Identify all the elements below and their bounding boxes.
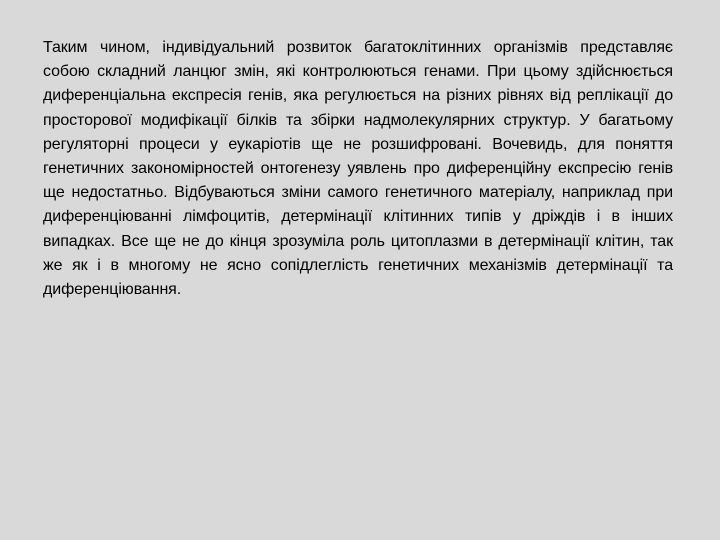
- body-paragraph: Таким чином, індивідуальний розвиток багатоклітинних організмів представляє собою складний ланцюг змін, які контролюються генами. При цьому здійснюється диференціальна експресія генів, яка регулюється на різних рівнях від реплікації до просторової модифікації білків та збірки надмолекулярних структур. У багатьому регуляторні процеси у еукаріотів ще не розшифровані. Вочевидь, для поняття генетичних закономірностей онтогенезу уявлень про диференційну експресію генів ще недостатньо. Відбуваються зміни самого генетичного матеріалу, наприклад при диференціюванні лімфоцитів, детермінації клітинних типів у дріждів і в інших випадках. Все ще не до кінця зрозуміла роль цитоплазми в детермінації клітин, так же як і в многому не ясно сопідлеглість генетичних механізмів детермінації та диференціювання.: [43, 39, 673, 299]
